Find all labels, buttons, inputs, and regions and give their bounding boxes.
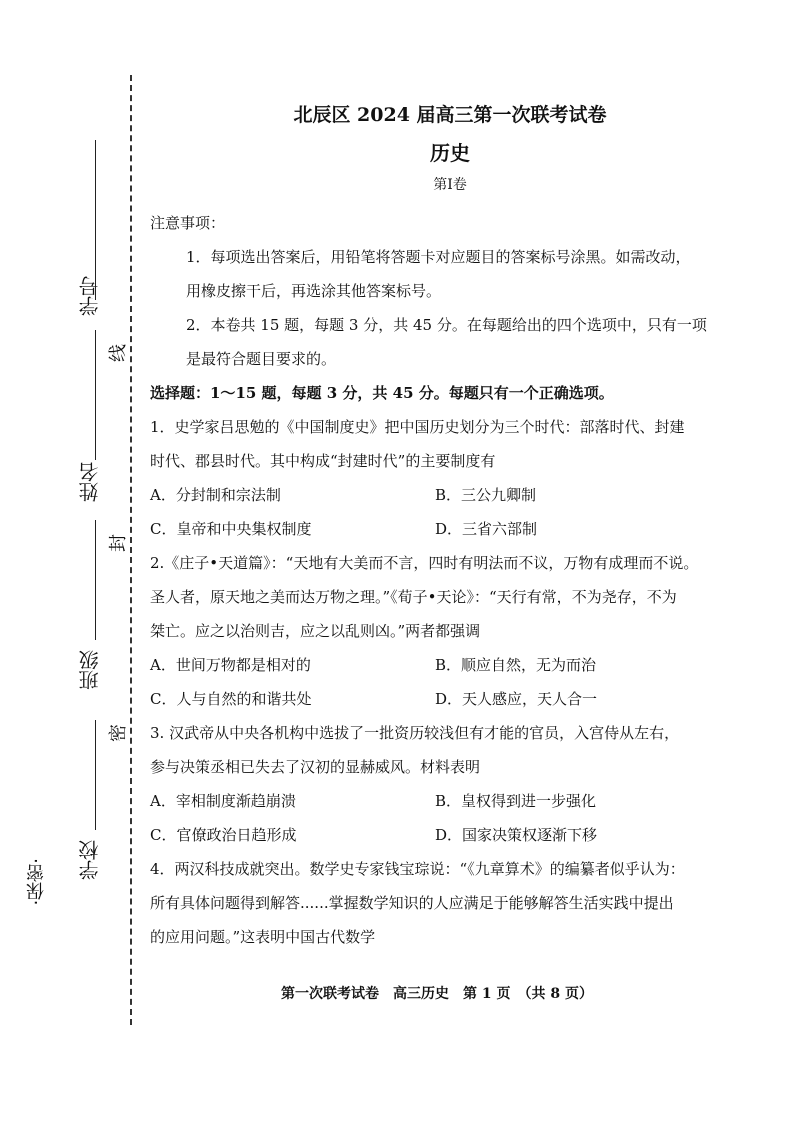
class-line	[95, 520, 96, 640]
note-2-line-1: 2．本卷共 15 题，每题 3 分，共 45 分。在每题给出的四个选项中，只有一项	[186, 316, 707, 334]
line-marker: 线	[108, 344, 129, 362]
school-line	[95, 720, 96, 830]
exam-subject: 历史	[430, 141, 470, 165]
question-text: 所有具体问题得到解答......掌握数学知识的人应满足于能够解答生活实践中提出	[150, 894, 674, 912]
secret-marker: 密	[108, 724, 129, 742]
question-2	[150, 546, 750, 716]
option-b: B．皇权得到进一步强化	[435, 792, 597, 810]
question-text: 1．史学家吕思勉的《中国制度史》把中国历史划分为三个时代：部落时代、封建	[150, 418, 685, 436]
question-text: 的应用问题。”这表明中国古代数学	[150, 928, 376, 946]
question-text: 2.《庄子•天道篇》：“天地有大美而不言，四时有明法而不议，万物有成理而不说。	[150, 554, 699, 572]
option-c: C．人与自然的和谐共处	[150, 690, 312, 708]
section-heading: 选择题：1～15 题，每题 3 分，共 45 分。每题只有一个正确选项。	[150, 384, 614, 402]
note-1-line-2: 用橡皮擦干后，再选涂其他答案标号。	[186, 282, 442, 300]
exam-title: 北辰区 2024 届高三第一次联考试卷	[293, 104, 607, 126]
option-b: B．顺应自然，无为而治	[435, 656, 597, 674]
exam-content	[150, 100, 750, 954]
cut-line	[130, 75, 132, 1025]
option-d: D．国家决策权逐渐下移	[435, 826, 598, 844]
question-text: 圣人者，原天地之美而达万物之理。”《荀子•天论》：“天行有常，不为尧存，不为	[150, 588, 677, 606]
note-1-line-1: 1．每项选出答案后，用铅笔将答题卡对应题目的答案标号涂黑。如需改动，	[186, 248, 691, 266]
option-b: B．三公九卿制	[435, 486, 537, 504]
option-a: A．分封制和宗法制	[150, 486, 281, 504]
confidential-mark: ·保密·	[26, 858, 47, 906]
question-text: 4．两汉科技成就突出。数学史专家钱宝琮说：“《九章算术》的编纂者似乎认为：	[150, 860, 685, 878]
question-4	[150, 852, 750, 954]
note-2-line-2: 是最符合题目要求的。	[186, 350, 337, 368]
name-line	[95, 330, 96, 460]
student-id-label: 学号	[78, 276, 102, 316]
question-text: 3. 汉武帝从中央各机构中选拔了一批资历较浅但有才能的官员，入宫侍从左右，	[150, 724, 680, 742]
page-footer: 第一次联考试卷 高三历史 第 1 页 （共 8 页）	[281, 986, 593, 1002]
name-label: 姓名	[78, 462, 102, 502]
school-label: 学校	[78, 840, 102, 880]
question-text: 桀亡。应之以治则吉，应之以乱则凶。”两者都强调	[150, 622, 481, 640]
notes	[150, 206, 750, 376]
option-c: C．官僚政治日趋形成	[150, 826, 297, 844]
option-a: A．世间万物都是相对的	[150, 656, 311, 674]
binding-margin	[0, 0, 150, 1122]
option-d: D．三省六部制	[435, 520, 538, 538]
class-label: 班级	[78, 650, 102, 690]
question-1	[150, 410, 750, 546]
seal-marker: 封	[108, 534, 129, 552]
question-text: 时代、郡县时代。其中构成“封建时代”的主要制度有	[150, 452, 496, 470]
volume-label: 第Ⅰ卷	[433, 177, 467, 193]
option-a: A．宰相制度渐趋崩溃	[150, 792, 296, 810]
question-text: 参与决策丞相已失去了汉初的显赫威风。材料表明	[150, 758, 481, 776]
option-c: C．皇帝和中央集权制度	[150, 520, 312, 538]
question-3	[150, 716, 750, 852]
notes-heading: 注意事项：	[150, 214, 226, 232]
option-d: D．天人感应，天人合一	[435, 690, 598, 708]
